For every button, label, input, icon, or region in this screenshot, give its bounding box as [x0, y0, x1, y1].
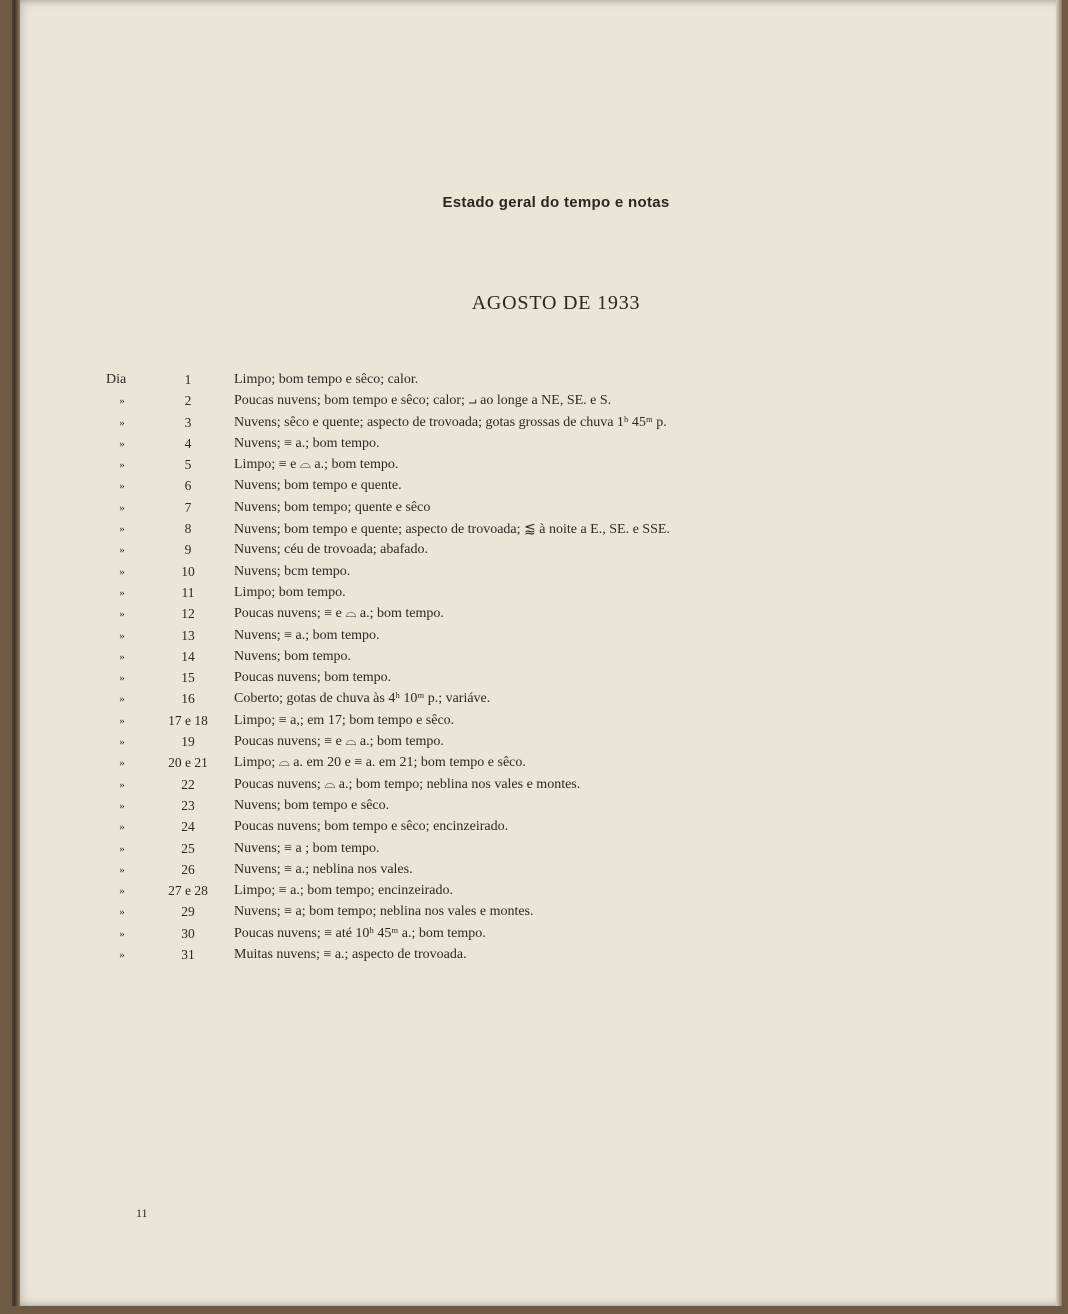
day-number: 27 e 28 — [168, 883, 208, 899]
ditto-mark: » — [119, 437, 125, 450]
ditto-mark: » — [119, 821, 125, 834]
weather-note: Nuvens; bom tempo e quente. — [234, 478, 402, 494]
weather-entry-row — [106, 819, 826, 840]
weather-entry-row — [106, 926, 826, 947]
month-title: AGOSTO DE 1933 — [471, 292, 641, 314]
ditto-mark: » — [119, 927, 125, 940]
weather-entry-row — [106, 457, 826, 478]
ditto-mark: » — [119, 586, 125, 599]
weather-entry-row — [106, 649, 826, 670]
weather-note: Nuvens; ≡ a.; bom tempo. — [234, 435, 380, 451]
weather-note: Nuvens; bom tempo; quente e sêco — [234, 499, 431, 515]
ditto-mark: » — [119, 416, 125, 429]
ditto-mark: » — [119, 672, 125, 685]
day-number: 22 — [181, 776, 195, 792]
weather-note: Nuvens; bom tempo. — [234, 648, 352, 664]
day-number: 8 — [184, 521, 192, 537]
ditto-mark: » — [119, 736, 125, 749]
weather-note: Nuvens; ≡ a ; bom tempo. — [234, 840, 380, 856]
weather-note: Poucas nuvens; bom tempo. — [234, 670, 392, 686]
ditto-mark: » — [119, 863, 125, 876]
weather-entry-row — [106, 755, 826, 776]
weather-note: Coberto; gotas de chuva às 4ʰ 10ᵐ p.; variáve. — [234, 691, 491, 707]
weather-entry-row — [106, 798, 826, 819]
day-number: 1 — [184, 372, 192, 387]
weather-entry-row — [106, 564, 826, 585]
day-number: 11 — [181, 584, 195, 600]
weather-entry-row — [106, 500, 826, 521]
document-page — [12, 0, 1062, 1306]
weather-entry-row — [106, 585, 826, 606]
weather-note: Poucas nuvens; ⌓ a.; bom tempo; neblina nos vales e montes. — [234, 776, 581, 792]
day-number: 23 — [181, 797, 195, 813]
weather-note: Poucas nuvens; ≡ e ⌓ a.; bom tempo. — [234, 606, 444, 622]
weather-note: Nuvens; bcm tempo. — [234, 563, 351, 579]
weather-note: Limpo; ≡ a,; em 17; bom tempo e sêco. — [234, 712, 455, 728]
page-header — [14, 194, 1062, 211]
day-number: 16 — [181, 691, 195, 707]
day-number: 3 — [184, 414, 192, 430]
weather-entry-row — [106, 713, 826, 734]
ditto-mark: » — [119, 608, 125, 621]
weather-note: Poucas nuvens; bom tempo e sêco; encinzeirado. — [234, 819, 509, 835]
day-number: 13 — [181, 627, 195, 643]
ditto-mark: » — [119, 714, 125, 727]
ditto-mark: » — [119, 650, 125, 663]
weather-note: Limpo; ≡ a.; bom tempo; encinzeirado. — [234, 883, 454, 899]
weather-note: Limpo; ⌓ a. em 20 e ≡ a. em 21; bom tempo e sêco. — [234, 755, 526, 771]
day-number: 19 — [181, 734, 195, 750]
weather-note: Poucas nuvens; ≡ até 10ʰ 45ᵐ a.; bom tempo. — [234, 925, 486, 941]
day-number: 4 — [184, 435, 192, 451]
ditto-mark: » — [119, 523, 125, 536]
day-number: 26 — [181, 861, 195, 877]
day-number: 7 — [184, 499, 192, 515]
weather-note: Limpo; ≡ e ⌓ a.; bom tempo. — [234, 457, 399, 473]
day-number: 12 — [181, 606, 195, 622]
weather-entry-row — [106, 415, 826, 436]
weather-entry-row — [106, 478, 826, 499]
weather-entry-row — [106, 734, 826, 755]
day-number: 9 — [184, 542, 192, 558]
weather-entry-row — [106, 862, 826, 883]
weather-entry-row — [106, 521, 826, 542]
weather-entry-row — [106, 670, 826, 691]
ditto-mark: » — [119, 459, 125, 472]
day-number: 5 — [184, 457, 192, 473]
weather-entry-row — [106, 883, 826, 904]
ditto-mark: » — [119, 885, 125, 898]
ditto-mark: » — [119, 799, 125, 812]
weather-entry-row — [106, 947, 826, 968]
day-number: 14 — [181, 648, 195, 664]
header-title: Estado geral do tempo e notas — [442, 194, 670, 211]
day-number: 25 — [181, 840, 195, 856]
day-number: 15 — [181, 670, 195, 686]
ditto-mark: » — [119, 757, 125, 770]
weather-note: Nuvens; ≡ a.; neblina nos vales. — [234, 861, 413, 877]
day-label: Dia — [106, 372, 127, 387]
page-number: 11 — [136, 1206, 148, 1220]
weather-entry-row — [106, 777, 826, 798]
day-number: 30 — [181, 925, 195, 941]
weather-note: Nuvens; sêco e quente; aspecto de trovoada; gotas grossas de chuva 1ʰ 45ᵐ p. — [234, 414, 667, 430]
day-number: 20 e 21 — [168, 755, 208, 771]
weather-note: Poucas nuvens; bom tempo e sêco; calor; ⨼ ao longe a NE, SE. e S. — [234, 393, 612, 409]
weather-entry-row — [106, 436, 826, 457]
ditto-mark: » — [119, 395, 125, 408]
month-heading — [14, 292, 1062, 315]
ditto-mark: » — [119, 501, 125, 514]
ditto-mark: » — [119, 693, 125, 706]
ditto-mark: » — [119, 778, 125, 791]
weather-entry-row — [106, 393, 826, 414]
weather-note: Poucas nuvens; ≡ e ⌓ a.; bom tempo. — [234, 734, 444, 750]
day-number: 29 — [181, 904, 195, 920]
weather-entry-row — [106, 542, 826, 563]
weather-note: Nuvens; céu de trovoada; abafado. — [234, 542, 428, 558]
ditto-mark: » — [119, 544, 125, 557]
weather-note: Muitas nuvens; ≡ a.; aspecto de trovoada. — [234, 947, 467, 963]
day-number: 24 — [181, 819, 195, 835]
weather-entry-row — [106, 691, 826, 712]
weather-note: Limpo; bom tempo. — [234, 584, 346, 600]
ditto-mark: » — [119, 480, 125, 493]
weather-note: Limpo; bom tempo e sêco; calor. — [234, 372, 419, 387]
weather-note: Nuvens; bom tempo e sêco. — [234, 797, 390, 813]
ditto-mark: » — [119, 565, 125, 578]
weather-entry-row — [106, 841, 826, 862]
weather-entry-row — [106, 372, 826, 393]
weather-entry-row — [106, 904, 826, 925]
weather-note: Nuvens; ≡ a.; bom tempo. — [234, 627, 380, 643]
ditto-mark: » — [119, 949, 125, 962]
day-number: 31 — [181, 947, 195, 963]
weather-note: Nuvens; ≡ a; bom tempo; neblina nos vales e montes. — [234, 904, 534, 920]
ditto-mark: » — [119, 629, 125, 642]
weather-note: Nuvens; bom tempo e quente; aspecto de trovoada; ⪅ à noite a E., SE. e SSE. — [234, 522, 670, 538]
day-number: 10 — [181, 563, 195, 579]
day-number: 6 — [184, 478, 192, 494]
weather-entry-row — [106, 606, 826, 627]
weather-entry-row — [106, 628, 826, 649]
weather-entries-list — [106, 372, 826, 968]
day-number: 2 — [184, 393, 192, 409]
ditto-mark: » — [119, 842, 125, 855]
ditto-mark: » — [119, 906, 125, 919]
day-number: 17 e 18 — [168, 712, 208, 728]
